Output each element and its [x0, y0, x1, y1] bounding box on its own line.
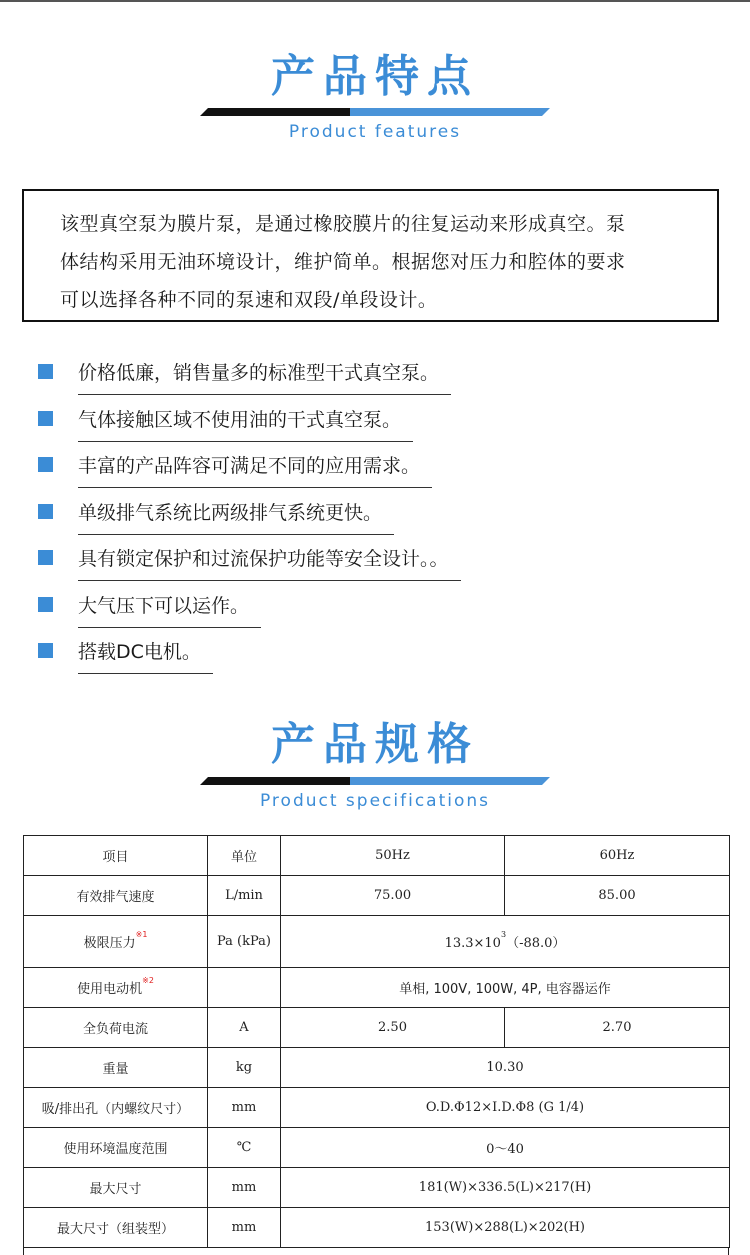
footnote-mark: ※1: [135, 930, 148, 939]
feature-text: 气体接触区域不使用油的干式真空泵。: [78, 407, 413, 442]
row-value: O.D.Φ12×I.D.Φ8 (G 1/4): [281, 1088, 730, 1128]
pressure-kpa: （-88.0）: [506, 936, 566, 951]
top-divider: [0, 0, 750, 2]
specs-title-block: [0, 720, 750, 770]
row-label-cell: [24, 968, 208, 1008]
table-row: [24, 1048, 730, 1088]
row-value: 单相, 100V, 100W, 4P, 电容器运作: [281, 968, 730, 1008]
row-label-cell: [24, 916, 208, 968]
header-item: 项目: [24, 836, 208, 876]
table-header-row: [24, 836, 730, 876]
row-unit: mm: [208, 1208, 281, 1248]
header-50hz: 50Hz: [281, 836, 505, 876]
footnote-mark: ※2: [142, 976, 154, 985]
feature-text: 搭载DC电机。: [78, 639, 213, 674]
bullet-square-icon: [38, 597, 53, 612]
feature-item: [38, 445, 718, 492]
feature-list: [38, 352, 718, 678]
row-unit: mm: [208, 1088, 281, 1128]
row-value-60hz: 2.70: [505, 1008, 730, 1048]
features-subtitle: Product features: [288, 122, 462, 142]
feature-text: 单级排气系统比两级排气系统更快。: [78, 500, 394, 535]
feature-item: [38, 631, 718, 678]
row-value: 10.30: [281, 1048, 730, 1088]
row-label: 最大尺寸: [24, 1168, 208, 1208]
feature-item: [38, 399, 718, 446]
row-unit: ℃: [208, 1128, 281, 1168]
row-unit: kg: [208, 1048, 281, 1088]
table-row: [24, 1168, 730, 1208]
row-label: 使用电动机: [77, 982, 143, 997]
spec-table: [23, 835, 730, 1248]
bullet-square-icon: [38, 550, 53, 565]
feature-text: 具有锁定保护和过流保护功能等安全设计。。: [78, 546, 461, 581]
feature-text: 价格低廉，销售量多的标准型干式真空泵。: [78, 360, 451, 395]
title-bar-blue: [350, 777, 550, 785]
table-row: [24, 1128, 730, 1168]
title-bar-dark: [200, 108, 350, 116]
pressure-main: 13.3×10: [444, 936, 501, 951]
specs-title: 产品规格: [271, 719, 479, 770]
row-unit: Pa (kPa): [208, 916, 281, 968]
table-row: [24, 1208, 730, 1248]
table-row: [24, 916, 730, 968]
features-title-bar: [200, 108, 550, 116]
header-unit: 单位: [208, 836, 281, 876]
intro-line: 该型真空泵为膜片泵，是通过橡胶膜片的往复运动来形成真空。泵: [60, 213, 626, 235]
row-label: 全负荷电流: [24, 1008, 208, 1048]
specs-title-bar: [200, 777, 550, 785]
row-label: 极限压力: [83, 936, 136, 951]
row-unit: A: [208, 1008, 281, 1048]
features-title-block: [0, 52, 750, 102]
table-row: [24, 876, 730, 916]
table-continuation: [23, 1248, 729, 1255]
row-label: 吸/排出孔（内螺纹尺寸）: [24, 1088, 208, 1128]
table-row: [24, 968, 730, 1008]
feature-item: [38, 585, 718, 632]
feature-text: 大气压下可以运作。: [78, 593, 261, 628]
feature-item: [38, 352, 718, 399]
row-label: 使用环境温度范围: [24, 1128, 208, 1168]
intro-line: 可以选择各种不同的泵速和双段/单段设计。: [60, 289, 438, 311]
row-value-60hz: 85.00: [505, 876, 730, 916]
row-value-50hz: 75.00: [281, 876, 505, 916]
row-unit: [208, 968, 281, 1008]
bullet-square-icon: [38, 504, 53, 519]
row-label: 有效排气速度: [24, 876, 208, 916]
row-unit: L/min: [208, 876, 281, 916]
bullet-square-icon: [38, 364, 53, 379]
bullet-square-icon: [38, 643, 53, 658]
title-bar-blue: [350, 108, 550, 116]
row-value: 0～40: [281, 1128, 730, 1168]
feature-item: [38, 538, 718, 585]
intro-box: [22, 189, 719, 322]
specs-subtitle: Product specifications: [259, 791, 491, 811]
bullet-square-icon: [38, 411, 53, 426]
table-row: [24, 1008, 730, 1048]
row-unit: mm: [208, 1168, 281, 1208]
row-value: [281, 916, 730, 968]
row-label: 最大尺寸（组装型）: [24, 1208, 208, 1248]
row-label: 重量: [24, 1048, 208, 1088]
bullet-square-icon: [38, 457, 53, 472]
title-bar-dark: [200, 777, 350, 785]
feature-item: [38, 492, 718, 539]
row-value-50hz: 2.50: [281, 1008, 505, 1048]
pressure-exponent: 3: [500, 930, 507, 939]
row-value: 181(W)×336.5(L)×217(H): [281, 1168, 730, 1208]
intro-line: 体结构采用无油环境设计，维护简单。根据您对压力和腔体的要求: [60, 251, 626, 273]
features-title: 产品特点: [271, 51, 479, 102]
feature-text: 丰富的产品阵容可满足不同的应用需求。: [78, 453, 432, 488]
table-row: [24, 1088, 730, 1128]
row-value: 153(W)×288(L)×202(H): [281, 1208, 730, 1248]
header-60hz: 60Hz: [505, 836, 730, 876]
